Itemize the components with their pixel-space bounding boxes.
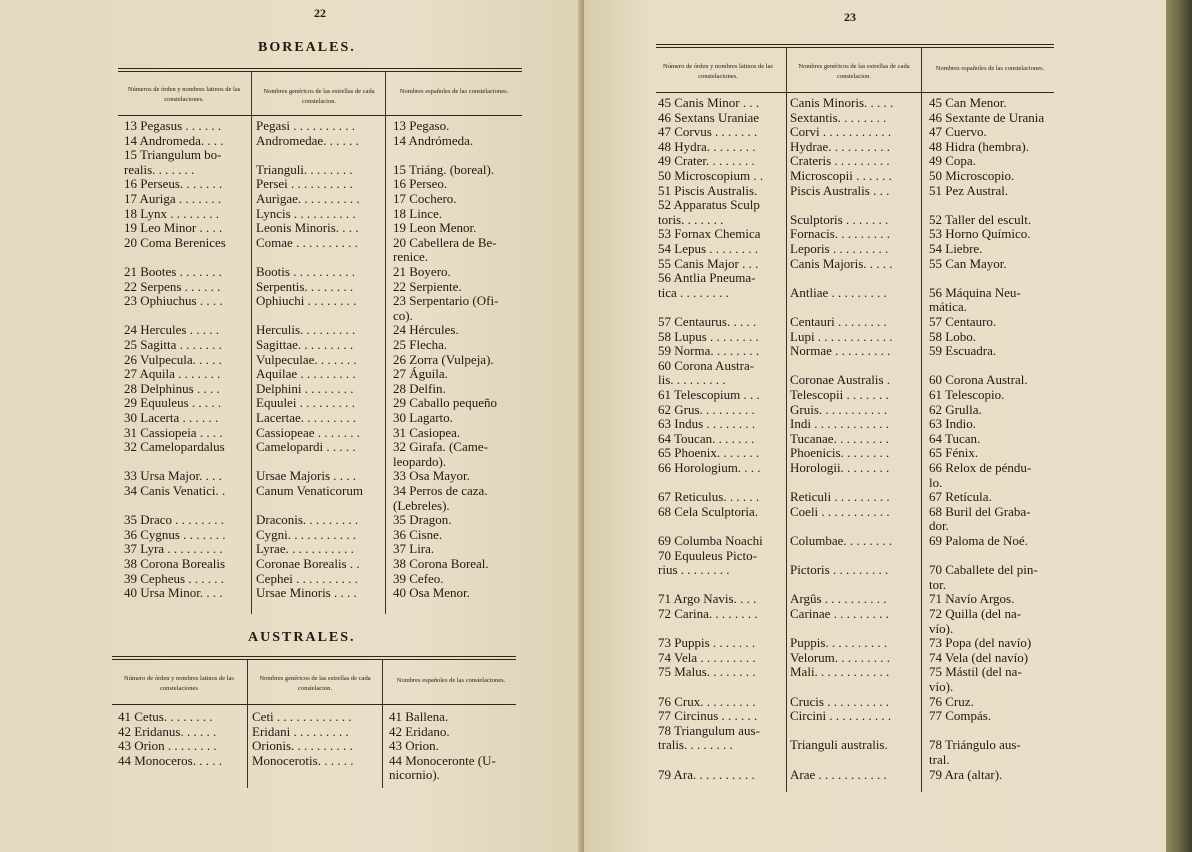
latin-name-cell: 53 Fornax Chemica (658, 226, 761, 242)
spanish-name-cell: 52 Taller del escult. (929, 211, 1032, 227)
spanish-name-cell: 14 Andrómeda. (393, 132, 474, 148)
generic-name-cell: Delphini . . . . . . . . (256, 380, 354, 396)
spanish-name-cell: 69 Paloma de Noé. (929, 533, 1028, 548)
spanish-name-cell: 74 Vela (del navío) (929, 649, 1029, 665)
generic-name-cell: Centauri . . . . . . . . (790, 314, 887, 329)
latin-name-cell: 45 Canis Minor . . . (658, 95, 760, 110)
spanish-name-cell: 36 Cisne. (393, 526, 443, 542)
latin-name-cell: 39 Cepheus . . . . . . (124, 570, 225, 586)
spanish-name-cell: 64 Tucan. (929, 430, 981, 446)
latin-name-cell: 47 Corvus . . . . . . . (658, 124, 758, 140)
header-latin-names: Número de órden y nombres latinos de las constelaciones. (663, 63, 773, 80)
spanish-name-cell: leopardo). (393, 453, 447, 469)
spanish-name-cell: 40 Osa Menor. (393, 585, 470, 601)
generic-name-cell: Telescopii . . . . . . . (790, 387, 889, 402)
spanish-name-cell: 51 Pez Austral. (929, 182, 1009, 198)
spanish-name-cell: 60 Corona Austral. (929, 372, 1028, 388)
latin-name-cell: 51 Piscis Australis. (658, 182, 758, 198)
latin-name-cell: 20 Coma Berenices (124, 234, 226, 250)
latin-name-cell: lis. . . . . . . . . (658, 372, 726, 388)
latin-name-cell: 62 Grus. . . . . . . . . (658, 401, 755, 417)
generic-name-cell: Equulei . . . . . . . . . (256, 395, 355, 411)
latin-name-cell: 63 Indus . . . . . . . . (658, 416, 756, 432)
spanish-name-cell: 54 Liebre. (929, 241, 983, 256)
page-number: 22 (314, 6, 326, 20)
latin-name-cell: 41 Cetus. . . . . . . . (118, 709, 213, 724)
spanish-name-cell: 22 Serpiente. (393, 278, 462, 294)
latin-name-cell: 72 Carina. . . . . . . . (658, 606, 758, 621)
latin-name-cell: 40 Ursa Minor. . . . (124, 585, 223, 601)
generic-name-cell: Pegasi . . . . . . . . . . (256, 118, 355, 133)
spanish-name-cell: 48 Hidra (hembra). (929, 138, 1029, 154)
latin-name-cell: 77 Circinus . . . . . . (658, 708, 758, 724)
latin-name-cell: 49 Crater. . . . . . . . (658, 153, 755, 169)
spanish-name-cell: 31 Casiopea. (393, 424, 461, 440)
generic-name-cell: Reticuli . . . . . . . . . (790, 489, 890, 505)
latin-name-cell: 65 Phoenix. . . . . . . (658, 445, 760, 461)
latin-name-cell: 42 Eridanus. . . . . . (118, 723, 217, 739)
generic-name-cell: Corvi . . . . . . . . . . . (790, 124, 892, 140)
table-rule (112, 659, 516, 660)
table-rule (656, 47, 1054, 48)
column-divider (385, 72, 386, 614)
generic-name-cell: Phoenicis. . . . . . . . (790, 445, 890, 461)
header-generic-names: Nombres genéricos de las estrellas de cada constelacion. (259, 675, 371, 692)
spanish-name-cell: 50 Microscopio. (929, 168, 1015, 183)
generic-name-cell: Tucanae. . . . . . . . . (790, 430, 889, 446)
spanish-name-cell: 68 Buril del Graba- (929, 503, 1031, 519)
generic-name-cell: Pictoris . . . . . . . . . (790, 562, 889, 578)
generic-name-cell: Eridani . . . . . . . . . (252, 723, 349, 739)
spanish-name-cell: 67 Retícula. (929, 489, 992, 505)
generic-name-cell: Crucis . . . . . . . . . . (790, 693, 889, 709)
latin-name-cell: rius . . . . . . . . (658, 562, 730, 578)
generic-name-cell: Aurigae. . . . . . . . . . (256, 191, 360, 206)
latin-name-cell: 52 Apparatus Sculp (658, 197, 760, 213)
latin-name-cell: 23 Ophiuchus . . . . (124, 293, 223, 309)
spanish-name-cell: 26 Zorra (Vulpeja). (393, 351, 494, 367)
generic-name-cell: Sextantis. . . . . . . . (790, 109, 887, 125)
generic-name-cell: Lyrae. . . . . . . . . . . (256, 541, 354, 557)
generic-name-cell: Carinae . . . . . . . . . (790, 606, 889, 621)
latin-name-cell: 18 Lynx . . . . . . . . (124, 205, 219, 221)
latin-name-cell: 27 Aquila . . . . . . . (124, 366, 221, 382)
header-generic-names: Nombres genéricos de las estrellas de cada constelacion. (263, 88, 375, 105)
generic-name-cell: Arae . . . . . . . . . . . (790, 766, 887, 782)
latin-name-cell: 60 Corona Austra- (658, 357, 755, 373)
generic-name-cell: Leporis . . . . . . . . . (790, 241, 889, 256)
generic-name-cell: Canis Minoris. . . . . (790, 95, 894, 110)
generic-name-cell: Sagittae. . . . . . . . . (256, 337, 354, 352)
generic-name-cell: Canis Majoris. . . . . (790, 255, 893, 271)
spanish-name-cell: 78 Triángulo aus- (929, 737, 1021, 753)
latin-name-cell: 64 Toucan. . . . . . . (658, 430, 755, 446)
latin-name-cell: 43 Orion . . . . . . . . (118, 738, 217, 754)
header-spanish-names: Nombres españoles de las constelaciones. (935, 65, 1045, 72)
generic-name-cell: Trianguli australis. (790, 737, 888, 753)
latin-name-cell: 17 Auriga . . . . . . . (124, 191, 222, 206)
spanish-name-cell: 76 Cruz. (929, 693, 974, 709)
spanish-name-cell: 61 Telescopio. (929, 387, 1005, 402)
latin-name-cell: 32 Camelopardalus (124, 439, 225, 455)
spanish-name-cell: 46 Sextante de Urania (929, 109, 1045, 125)
generic-name-cell: Trianguli. . . . . . . . (256, 161, 353, 177)
spanish-name-cell: 73 Popa (del navío) (929, 635, 1032, 651)
spanish-name-cell: 17 Cochero. (393, 191, 457, 206)
latin-name-cell: tica . . . . . . . . (658, 284, 729, 300)
latin-name-cell: 56 Antlia Pneuma- (658, 270, 756, 286)
latin-name-cell: realis. . . . . . . (124, 161, 195, 177)
generic-name-cell: Draconis. . . . . . . . . (256, 512, 359, 528)
section-title-boreales: BOREALES. (258, 40, 356, 55)
latin-name-cell: 25 Sagitta . . . . . . . (124, 337, 222, 352)
generic-name-cell: Cephei . . . . . . . . . . (256, 570, 358, 586)
column-divider (786, 48, 787, 792)
latin-name-cell: 31 Cassiopeia . . . . (124, 424, 223, 440)
spanish-name-cell: 23 Serpentario (Ofi- (393, 293, 499, 309)
generic-name-cell: Coeli . . . . . . . . . . . (790, 503, 890, 519)
spanish-name-cell: 71 Navío Argos. (929, 591, 1015, 607)
latin-name-cell: 36 Cygnus . . . . . . . (124, 526, 226, 542)
generic-name-cell: Ceti . . . . . . . . . . . . (252, 709, 352, 724)
spanish-name-cell: mática. (929, 299, 967, 315)
generic-name-cell: Indi . . . . . . . . . . . . (790, 416, 889, 432)
generic-name-cell: Coronae Australis . (790, 372, 891, 388)
spanish-name-cell: 18 Lince. (393, 205, 443, 221)
generic-name-cell: Horologii. . . . . . . . (790, 460, 890, 475)
generic-name-cell: Normae . . . . . . . . . (790, 343, 891, 359)
header-generic-names: Nombres genéricos de las estrellas de cada constelacion. (798, 63, 910, 80)
latin-name-cell: 33 Ursa Major. . . . (124, 468, 222, 484)
page-number: 23 (844, 10, 856, 24)
column-divider (251, 72, 252, 614)
latin-name-cell: 66 Horologium. . . . (658, 460, 761, 475)
generic-name-cell: Ursae Majoris . . . . (256, 468, 357, 484)
spanish-name-cell: (Lebreles). (393, 497, 450, 513)
spanish-name-cell: 49 Copa. (929, 153, 976, 169)
spanish-name-cell: 70 Caballete del pin- (929, 562, 1038, 578)
generic-name-cell: Antliae . . . . . . . . . (790, 284, 887, 300)
spanish-name-cell: nicornio). (389, 767, 440, 783)
latin-name-cell: 79 Ara. . . . . . . . . . (658, 766, 755, 782)
latin-name-cell: 67 Reticulus. . . . . . (658, 489, 760, 505)
spanish-name-cell: 27 Águila. (393, 366, 448, 382)
latin-name-cell: 30 Lacerta . . . . . . (124, 410, 219, 425)
latin-name-cell: 35 Draco . . . . . . . . (124, 512, 225, 528)
generic-name-cell: Serpentis. . . . . . . . (256, 278, 354, 294)
generic-name-cell: Vulpeculae. . . . . . . (256, 351, 357, 367)
generic-name-cell: Canum Venaticorum (256, 483, 363, 498)
table-rule (112, 656, 516, 657)
spanish-name-cell: 66 Relox de péndu- (929, 460, 1032, 475)
spanish-name-cell: 32 Girafa. (Came- (393, 439, 488, 455)
spanish-name-cell: 29 Caballo pequeño (393, 395, 497, 411)
generic-name-cell: Velorum. . . . . . . . . (790, 649, 891, 665)
spanish-name-cell: vío). (929, 679, 954, 694)
latin-name-cell: 48 Hydra. . . . . . . . (658, 138, 756, 154)
generic-name-cell: Comae . . . . . . . . . . (256, 234, 358, 250)
latin-name-cell: toris. . . . . . . (658, 211, 724, 227)
spanish-name-cell: 63 Indio. (929, 416, 976, 432)
spanish-name-cell: 44 Monoceronte (U- (389, 752, 496, 768)
latin-name-cell: 22 Serpens . . . . . . (124, 278, 221, 294)
spanish-name-cell: 38 Corona Boreal. (393, 556, 489, 571)
spanish-name-cell: 55 Can Mayor. (929, 255, 1007, 271)
generic-name-cell: Camelopardi . . . . . (256, 439, 356, 455)
spanish-name-cell: vío). (929, 620, 954, 636)
generic-name-cell: Puppis. . . . . . . . . . (790, 635, 888, 651)
latin-name-cell: 59 Norma. . . . . . . . (658, 343, 760, 359)
latin-name-cell: 57 Centaurus. . . . . (658, 314, 757, 329)
spanish-name-cell: 25 Flecha. (393, 337, 448, 352)
spanish-name-cell: co). (393, 307, 413, 323)
spanish-name-cell: 13 Pegaso. (393, 118, 450, 133)
spanish-name-cell: 43 Orion. (389, 738, 439, 754)
latin-name-cell: 26 Vulpecula. . . . . (124, 351, 222, 367)
left-page (0, 0, 582, 852)
spanish-name-cell: 59 Escuadra. (929, 343, 997, 359)
spanish-name-cell: dor. (929, 518, 949, 534)
spanish-name-cell: 16 Perseo. (393, 176, 448, 192)
latin-name-cell: 29 Equuleus . . . . . (124, 395, 222, 411)
spanish-name-cell: 75 Mástil (del na- (929, 664, 1022, 680)
generic-name-cell: Aquilae . . . . . . . . . (256, 366, 356, 382)
spanish-name-cell: 24 Hércules. (393, 322, 459, 338)
spanish-name-cell: 20 Cabellera de Be- (393, 234, 497, 250)
generic-name-cell: Leonis Minoris. . . . (256, 220, 359, 236)
latin-name-cell: 78 Triangulum aus- (658, 722, 760, 738)
generic-name-cell: Monocerotis. . . . . . (252, 752, 354, 768)
spanish-name-cell: 72 Quilla (del na- (929, 606, 1022, 621)
generic-name-cell: Fornacis. . . . . . . . . (790, 226, 891, 242)
table-rule (118, 115, 522, 116)
spanish-name-cell: 28 Delfin. (393, 380, 446, 396)
generic-name-cell: Hydrae. . . . . . . . . . (790, 138, 891, 154)
generic-name-cell: Herculis. . . . . . . . . (256, 322, 356, 338)
latin-name-cell: 37 Lyra . . . . . . . . . (124, 541, 223, 557)
spanish-name-cell: 41 Ballena. (389, 709, 449, 724)
generic-name-cell: Sculptoris . . . . . . . (790, 211, 889, 227)
spanish-name-cell: 21 Boyero. (393, 264, 451, 279)
generic-name-cell: Columbae. . . . . . . . (790, 533, 893, 548)
generic-name-cell: Circini . . . . . . . . . . (790, 708, 892, 724)
latin-name-cell: 24 Hercules . . . . . (124, 322, 219, 338)
latin-name-cell: 16 Perseus. . . . . . . (124, 176, 223, 192)
table-rule (112, 704, 516, 705)
table-rule (118, 71, 522, 72)
right-page (584, 0, 1166, 852)
generic-name-cell: Microscopii . . . . . . (790, 168, 892, 183)
spanish-name-cell: 79 Ara (altar). (929, 766, 1003, 782)
spanish-name-cell: tral. (929, 752, 950, 767)
table-rule (656, 92, 1054, 93)
generic-name-cell: Mali. . . . . . . . . . . . (790, 664, 890, 680)
latin-name-cell: 38 Corona Borealis (124, 556, 226, 571)
table-rule (656, 44, 1054, 45)
latin-name-cell: tralis. . . . . . . . (658, 737, 733, 753)
spanish-name-cell: 53 Horno Químico. (929, 226, 1031, 242)
generic-name-cell: Orionis. . . . . . . . . . (252, 738, 353, 754)
spanish-name-cell: 15 Triáng. (boreal). (393, 161, 495, 177)
latin-name-cell: 71 Argo Navis. . . . (658, 591, 757, 607)
latin-name-cell: 46 Sextans Uraniae (658, 109, 760, 125)
latin-name-cell: 55 Canis Major . . . (658, 255, 759, 271)
spanish-name-cell: 62 Grulla. (929, 401, 982, 417)
latin-name-cell: 21 Bootes . . . . . . . (124, 264, 222, 279)
header-latin-names: Número de órden y nombres latinos de las constelaciones (124, 675, 234, 692)
generic-name-cell: Coronae Borealis . . (256, 556, 360, 571)
latin-name-cell: 69 Columba Noachi (658, 533, 763, 548)
latin-name-cell: 58 Lupus . . . . . . . . (658, 328, 759, 344)
spanish-name-cell: 65 Fénix. (929, 445, 979, 461)
generic-name-cell: Ursae Minoris . . . . (256, 585, 357, 601)
latin-name-cell: 61 Telescopium . . . (658, 387, 760, 402)
generic-name-cell: Gruis. . . . . . . . . . . (790, 401, 888, 417)
generic-name-cell: Cygni. . . . . . . . . . . (256, 526, 357, 542)
spanish-name-cell: 30 Lagarto. (393, 410, 453, 425)
section-title-australes: AUSTRALES. (248, 630, 356, 645)
latin-name-cell: 75 Malus. . . . . . . . (658, 664, 756, 680)
generic-name-cell: Lupi . . . . . . . . . . . . (790, 328, 893, 344)
spanish-name-cell: 19 Leon Menor. (393, 220, 477, 236)
header-spanish-names: Nombres españoles de las constelaciones. (399, 88, 509, 95)
header-spanish-names: Nombres españoles de las constelaciones. (396, 677, 506, 684)
spanish-name-cell: 77 Compás. (929, 708, 992, 724)
generic-name-cell: Lyncis . . . . . . . . . . (256, 205, 356, 221)
column-divider (247, 660, 248, 788)
latin-name-cell: 19 Leo Minor . . . . (124, 220, 223, 236)
book-edge (1166, 0, 1192, 852)
generic-name-cell: Ophiuchi . . . . . . . . (256, 293, 357, 309)
generic-name-cell: Cassiopeae . . . . . . . (256, 424, 360, 440)
latin-name-cell: 74 Vela . . . . . . . . . (658, 649, 756, 665)
spanish-name-cell: 45 Can Menor. (929, 95, 1007, 110)
spanish-name-cell: 56 Máquina Neu- (929, 284, 1021, 300)
latin-name-cell: 44 Monoceros. . . . . (118, 752, 222, 768)
header-latin-names: Números de órden y nombres latinos de las constelaciones. (127, 86, 241, 103)
latin-name-cell: 14 Andromeda. . . . (124, 132, 224, 148)
latin-name-cell: 54 Lepus . . . . . . . . (658, 241, 759, 256)
generic-name-cell: Crateris . . . . . . . . . (790, 153, 890, 169)
generic-name-cell: Lacertae. . . . . . . . . (256, 410, 356, 425)
spanish-name-cell: 39 Cefeo. (393, 570, 444, 586)
spanish-name-cell: renice. (393, 249, 429, 265)
generic-name-cell: Persei . . . . . . . . . . (256, 176, 353, 192)
generic-name-cell: Argûs . . . . . . . . . . (790, 591, 887, 607)
column-divider (921, 48, 922, 792)
spanish-name-cell: 57 Centauro. (929, 314, 997, 329)
latin-name-cell: 70 Equuleus Picto- (658, 547, 757, 563)
latin-name-cell: 50 Microscopium . . (658, 168, 764, 183)
spanish-name-cell: tor. (929, 576, 946, 592)
spanish-name-cell: 34 Perros de caza. (393, 483, 488, 498)
spanish-name-cell: 58 Lobo. (929, 328, 976, 344)
latin-name-cell: 15 Triangulum bo- (124, 147, 222, 163)
spanish-name-cell: lo. (929, 474, 943, 490)
latin-name-cell: 73 Puppis . . . . . . . (658, 635, 756, 651)
latin-name-cell: 68 Cela Sculptoria. (658, 503, 759, 519)
spanish-name-cell: 42 Eridano. (389, 723, 450, 739)
spanish-name-cell: 35 Dragon. (393, 512, 452, 528)
latin-name-cell: 76 Crux. . . . . . . . . (658, 693, 756, 709)
generic-name-cell: Bootis . . . . . . . . . . (256, 264, 355, 279)
latin-name-cell: 34 Canis Venatici. . (124, 483, 226, 498)
spanish-name-cell: 33 Osa Mayor. (393, 468, 470, 484)
generic-name-cell: Andromedae. . . . . . (256, 132, 359, 148)
table-rule (118, 68, 522, 69)
spanish-name-cell: 37 Lira. (393, 541, 435, 557)
column-divider (382, 660, 383, 788)
latin-name-cell: 28 Delphinus . . . . (124, 380, 220, 396)
spanish-name-cell: 47 Cuervo. (929, 124, 987, 140)
generic-name-cell: Piscis Australis . . . (790, 182, 890, 198)
latin-name-cell: 13 Pegasus . . . . . . (124, 118, 222, 133)
